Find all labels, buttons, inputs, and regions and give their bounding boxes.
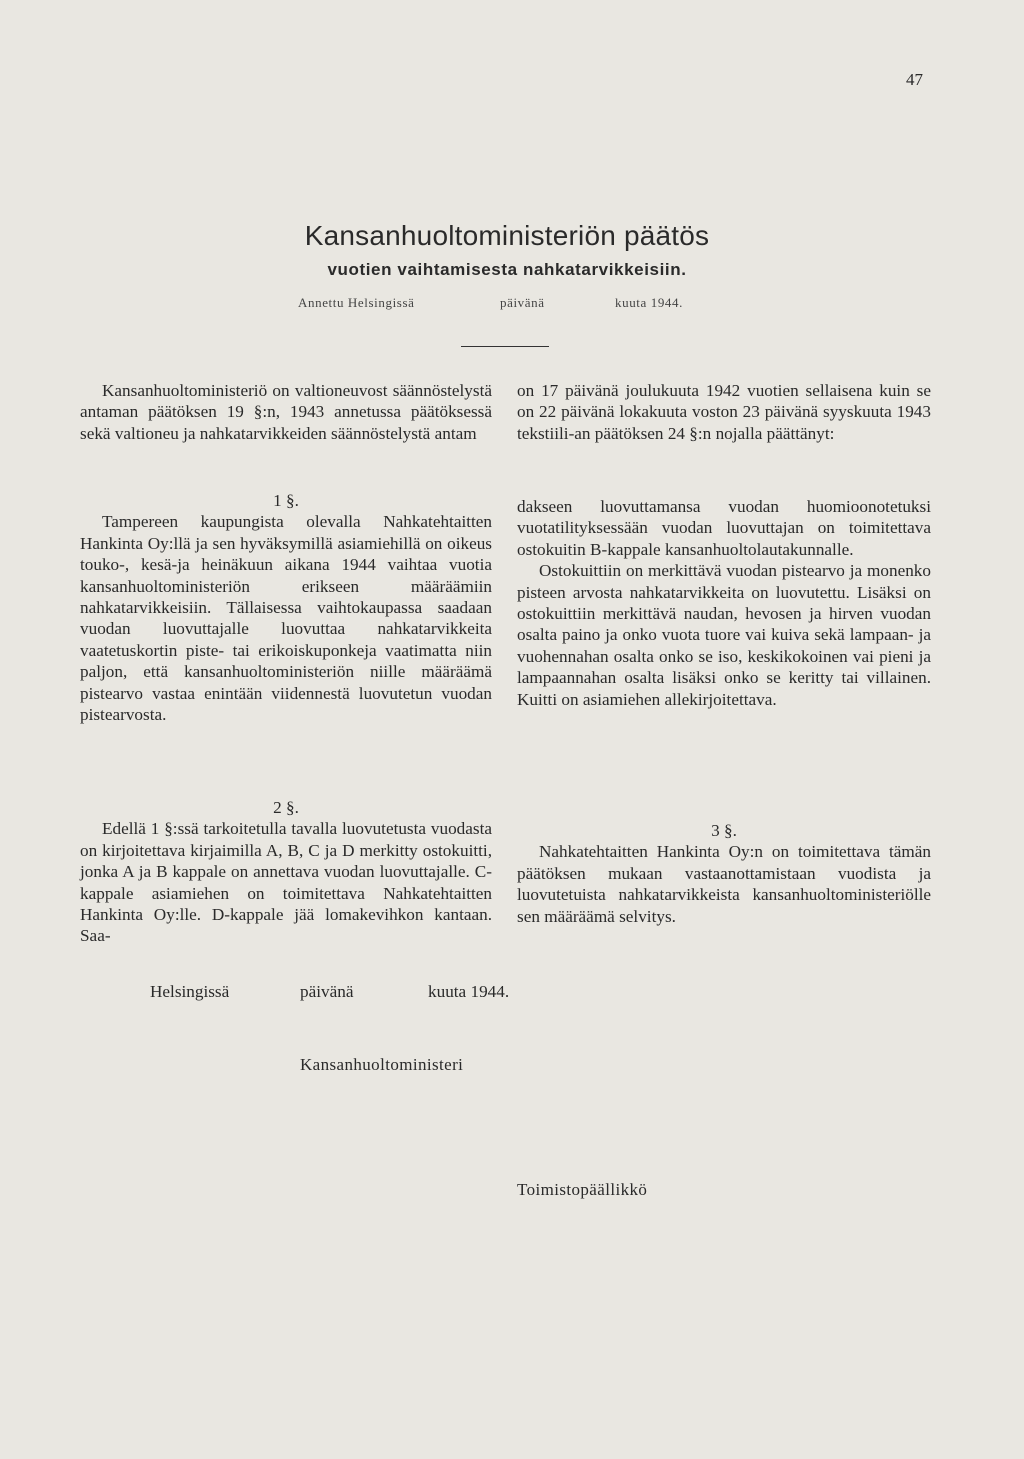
- intro-left-text: Kansanhuoltoministeriö on valtioneuvost säännöstelystä antaman päätöksen 19 §:n, 1943 annetussa päätöksessä sekä valtioneu ja nahkatarvikkeiden säännöstelystä antam: [80, 381, 492, 443]
- issued-day: päivänä: [500, 295, 545, 310]
- section-1-right: [517, 496, 931, 710]
- section-1-right-para-2: Ostokuittiin on merkittävä vuodan pistearvo ja monenko pisteen arvosta nahkatarvikkeita on luovutettu. Lisäksi on ostokuittiin merkittävä naudan, hevosen ja hirven vuodan osalta paino ja onko vuota tuore vai kuiva sekä lampaan- ja vuohennahan osalta onko se iso, keskikokoinen vai pieni ja lampaannahan osalta lisäksi onko se keritty tai villainen. Kuitti on asiamiehen allekirjoitettava.: [517, 561, 931, 709]
- document-title: Kansanhuoltoministeriön päätös: [304, 220, 710, 251]
- signatory-chief: Toimistopäällikkö: [517, 1180, 648, 1199]
- section-2-heading: 2 §.: [273, 798, 299, 817]
- section-3-heading: 3 §.: [711, 821, 737, 840]
- title-rule: [461, 346, 549, 347]
- issued-date: kuuta 1944.: [615, 295, 683, 310]
- section-2: [80, 797, 492, 947]
- section-3: [517, 820, 931, 927]
- title-block: [0, 220, 1024, 280]
- intro-right-text: on 17 päivänä joulukuuta 1942 vuotien sellaisena kuin se on 22 päivänä lokakuuta voston 23 päivänä syyskuuta 1943 tekstiili-an päätöksen 24 §:n nojalla päättänyt:: [517, 381, 931, 443]
- signatory-minister: Kansanhuoltoministeri: [300, 1055, 464, 1074]
- signature-date: kuuta 1944.: [428, 982, 510, 1001]
- section-1-heading: 1 §.: [273, 491, 299, 510]
- issued-place: Annettu Helsingissä: [298, 295, 415, 310]
- signature-day: päivänä: [300, 982, 354, 1001]
- section-2-text: Edellä 1 §:ssä tarkoitetulla tavalla luovutetusta vuodasta on kirjoitettava kirjaimilla A, B, C ja D merkitty ostokuitti, jonka A ja B kappale on annettava vuodan luovuttajalle. C-kappale asiamiehen on toimitettava Nahkatehtaitten Hankinta Oy:lle. D-kappale jää lomakevihkon kantaan. Saa-: [80, 819, 492, 946]
- section-1-left: [80, 490, 492, 725]
- section-1-right-para-1: dakseen luovuttamansa vuodan huomioonotetuksi vuotatilityksessään vuodan luovuttajan on toimitettava ostokuitin B-kappale kansanhuoltolautakunnalle.: [517, 497, 931, 559]
- signature-place: Helsingissä: [150, 982, 230, 1001]
- document-subtitle: vuotien vaihtamisesta nahkatarvikkeisiin.: [327, 260, 687, 279]
- intro-right: [517, 380, 931, 444]
- intro-left: [80, 380, 492, 444]
- section-1-text: Tampereen kaupungista olevalla Nahkatehtaitten Hankinta Oy:llä ja sen hyväksymillä asiamiehillä on oikeus touko-, kesä-ja heinäkuun aikana 1944 vaihtaa vuotia kansanhuoltoministeriön erikseen määräämiin nahkatarvikkeisiin. Tällaisessa vaihtokaupassa saadaan vuodan luovuttajalle luovuttaa nahkatarvikkeita vaatetuskortin piste- tai erikoiskuponkeja vaatimatta niin paljon, että kansanhuoltoministeriön niille määräämä pistearvo vastaa enintään viidennestä luovutetun vuodan pistearvosta.: [80, 512, 492, 725]
- page-number: 47: [906, 70, 923, 89]
- section-3-text: Nahkatehtaitten Hankinta Oy:n on toimitettava tämän päätöksen mukaan vastaanottamistaan vuodista ja luovutetuista nahkatarvikkeista kansanhuoltoministeriölle sen määräämä selvitys.: [517, 842, 931, 926]
